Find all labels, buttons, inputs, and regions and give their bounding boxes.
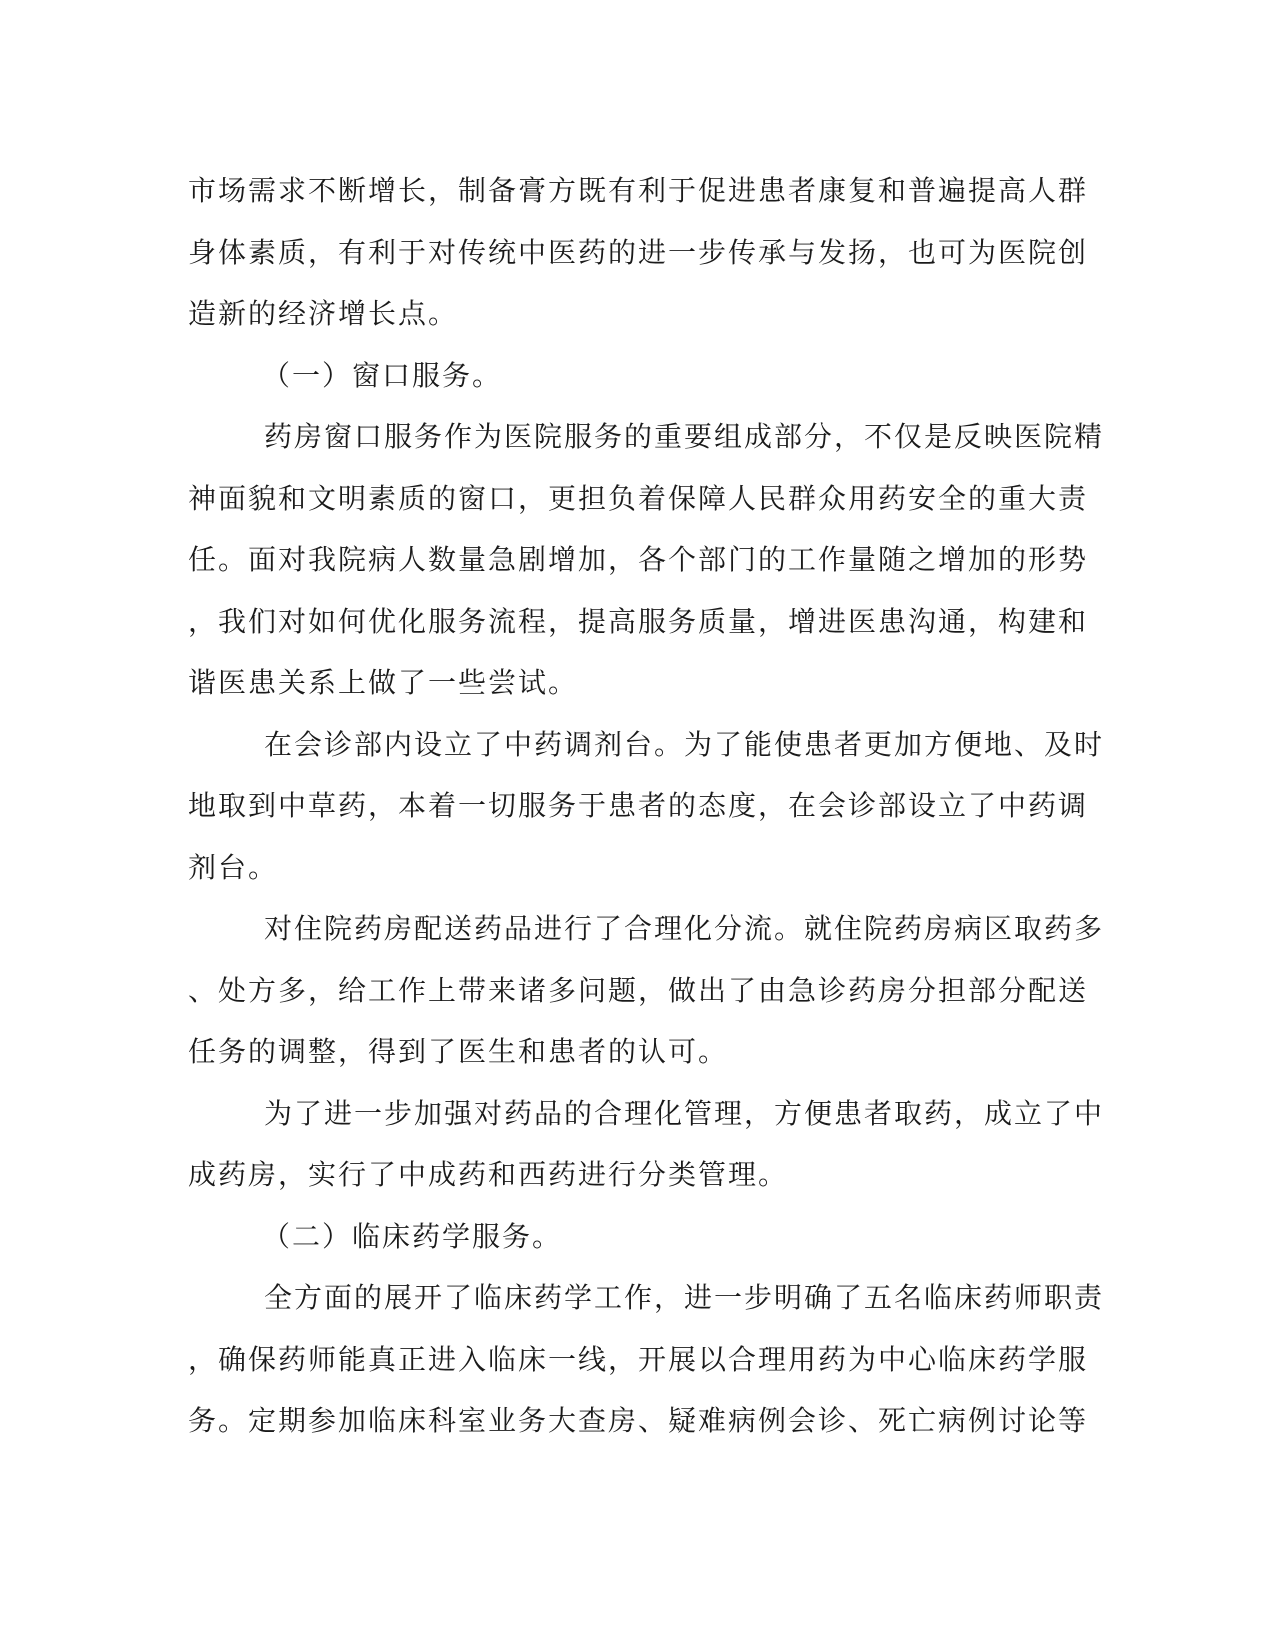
text-line: 任务的调整，得到了医生和患者的认可。 — [188, 1035, 729, 1068]
text-line: 神面貌和文明素质的窗口，更担负着保障人民群众用药安全的重大责 — [188, 481, 1089, 515]
text-line: 务。定期参加临床科室业务大查房、疑难病例会诊、死亡病例讨论等 — [188, 1404, 1089, 1437]
text-line: 对住院药房配送药品进行了合理化分流。就住院药房病区取药多 — [264, 912, 1105, 945]
text-line: 谐医患关系上做了一些尝试。 — [188, 666, 579, 699]
section-heading: （一）窗口服务。 — [262, 358, 503, 392]
text-line: 、处方多，给工作上带来诸多问题，做出了由急诊药房分担部分配送 — [188, 973, 1089, 1007]
text-line: 全方面的展开了临床药学工作，进一步明确了五名临床药师职责 — [264, 1281, 1105, 1314]
text-line: ，我们对如何优化服务流程，提高服务质量，增进医患沟通，构建和 — [188, 604, 1089, 638]
text-line: 任。面对我院病人数量急剧增加，各个部门的工作量随之增加的形势 — [188, 543, 1089, 576]
text-line: ，确保药师能真正进入临床一线，开展以合理用药为中心临床药学服 — [188, 1342, 1089, 1376]
text-line: 地取到中草药，本着一切服务于患者的态度，在会诊部设立了中药调 — [188, 789, 1089, 822]
section-heading: （二）临床药学服务。 — [262, 1219, 563, 1253]
text-line: 造新的经济增长点。 — [188, 297, 459, 330]
text-line: 在会诊部内设立了中药调剂台。为了能使患者更加方便地、及时 — [264, 727, 1105, 761]
text-line: 身体素质，有利于对传统中医药的进一步传承与发扬，也可为医院创 — [188, 235, 1089, 269]
text-line: 药房窗口服务作为医院服务的重要组成部分，不仅是反映医院精 — [264, 420, 1105, 453]
text-line: 成药房，实行了中成药和西药进行分类管理。 — [188, 1158, 789, 1191]
text-line: 市场需求不断增长，制备膏方既有利于促进患者康复和普遍提高人群 — [188, 174, 1089, 207]
text-line: 剂台。 — [188, 850, 279, 884]
text-line: 为了进一步加强对药品的合理化管理，方便患者取药，成立了中 — [264, 1096, 1105, 1130]
document-body — [188, 160, 1105, 1452]
